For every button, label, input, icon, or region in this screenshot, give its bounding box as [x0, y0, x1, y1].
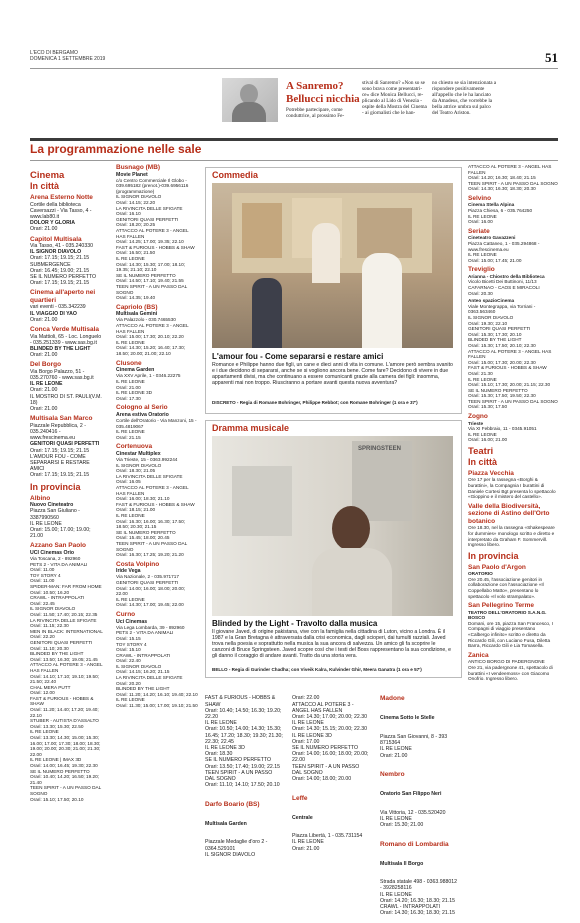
theatre-name: Valle della Biodiversità, sezione di Astino dell'Orto botanico [468, 502, 550, 525]
venue-name: Capitol Multisala [30, 235, 82, 243]
venue-name: Oratorio San Filippo Neri [380, 791, 442, 798]
poster-text: SPRINGSTEEN [358, 446, 402, 452]
venue-schedule: Vicolo Bicetti Dei Buttinoni, 11/13 CAFARNAO - CAOS E MIRACOLI Orari: 20.30 [468, 279, 540, 296]
venue-name: Cinema Sotto le Stelle [380, 715, 435, 722]
theatre-venue: TEATRO DELL'ORATORIO S.A.N.G. BOSCO [468, 609, 547, 621]
venue-name: Multisala Il Borgo [380, 860, 424, 867]
venue-schedule: Piazza San Giuliano - 3387990560 IL RE LEONE Orari: 15.00; 17.00; 19.00; 21.00 [30, 508, 91, 540]
review-genre: Dramma musicale [212, 423, 290, 433]
venue-schedule: IL MOSTRO DI ST. PAULI(V.M. 18) Orari: 21.00 [30, 393, 102, 413]
person-body-shape [312, 548, 392, 616]
venue-name: Iride Vega [116, 568, 141, 575]
box-shape [242, 203, 282, 258]
review-credits: BELLO - Regia di Gurinder Chadha; con Viveik Kalra, Kulvinder Ghir, Meera Ganatra (1 ora e 57') [212, 667, 422, 672]
venue-name: Anteo spazioCinema [468, 298, 515, 304]
teaser-headline [286, 80, 360, 106]
theatre-name: San Pellegrino Terme [468, 602, 534, 610]
teaser-col1: stival di Sanremo? «Non so se sono brava come presentatri-ce» dice Monica Bellucci, re-plicando al Lido di Venezia - ospite della Mostra del Cinema - ai giornalisti che le han- [362, 80, 427, 117]
venue-town: Azzano San Paolo [30, 542, 86, 550]
venue-schedule: Piazza Cattaneo, 1 - 035.294868 - www.frescinema.eu IL RE LEONE Orari: 15.00; 17.45; 21.00 [468, 240, 540, 263]
venue-schedule: Strada statale 498 - 0363.988012 - 3928258116 IL RE LEONE Orari: 14.20; 16.30; 18.30; 21.15 CRAWL - INTRAPPOLATI Orari: 14.30; 16.30; 18.30; 21.15 [380, 879, 458, 917]
venue-schedule: Piazza San Giovanni, 8 - 393 8715364 IL RE LEONE Orari: 21.00 [380, 733, 448, 759]
venue-name: Conca Verde Multisala [30, 326, 99, 334]
venue-name: Cinestar Multiplex [116, 450, 161, 457]
person-shape [252, 278, 282, 348]
page-number: 51 [545, 50, 558, 65]
theatre-name: Piazza Vecchia [468, 469, 514, 477]
heading-cinema: Cinema [30, 170, 65, 181]
venue-town: Romano di Lombardia [380, 840, 449, 848]
venue-town: Costa Volpino [116, 560, 160, 568]
column-listings-4 [292, 683, 370, 858]
film-title: IL RE LEONE [30, 381, 63, 388]
teaser-kicker: A Sanremo? [286, 80, 344, 92]
review-body: Il giovane Javed, di origine pakistana, vive con la famiglia nella cittadina di Luton, vicino a Londra. È il 1987 e la Gran Bretagna è attraversata dalla crisi economica, dagli scioperi, dai tumulti razziali. Javed trova nella poesia e soprattutto nella musica la sua ancora di salvezza. Un amico gli fa scoprire le canzoni di Bruce Springsteen. Javed scopre così che i testi del Boss rappresentano la sua condizione, e gli danno il coraggio di andare avanti. Tratto da una storia vera. [212, 629, 452, 660]
venue-town: Capriolo (BS) [116, 303, 158, 311]
venue-name: Movie Planet [116, 171, 148, 178]
venue-town: Cologno al Serio [116, 404, 168, 412]
heading-in-citta: In città [30, 181, 60, 191]
theatre-name: Zanica [468, 651, 489, 659]
showtimes: Orari: 17.15; 19.15; 21.15 [30, 447, 90, 454]
review-genre: Commedia [212, 170, 259, 180]
venue-name: Cinema Stella Alpina [468, 202, 515, 208]
theatre-text: Ore 18.30, nel la rassegna «Shakespeare for dummies» monologo scritto e diretto e interpretato da Graham F. Sommervill. Ingresso libero. [468, 525, 557, 548]
header-rule [30, 68, 558, 69]
person-head-shape [332, 506, 370, 551]
venue-name: Nuovo Cineteatro [30, 502, 74, 509]
theatre-text: Domani, ore 15, piazza San Francesco, I Compagni di viaggio presentano «Calbergo infinito» scritto e diretto da Riccardo Gili, con Luciano Fusa, Diletta Barra, Riccardo Gili e Lia Tomasella. [468, 620, 555, 649]
venue-name: Multisala Gemini [116, 311, 158, 318]
venue-address: Via Mattioli, 65 - Loc. Longuelo - 035.251339 - www.sas.bg.it [30, 333, 103, 346]
review-credits: DISCRETO - Regia di Romane Bohringer, Philippe Rebbot; con Romane Bohringer (1 ora e 37') [212, 400, 418, 405]
heading-teatri: Teatri [468, 445, 494, 457]
review-title: Blinded by the Light - Travolto dalla musica [212, 619, 378, 628]
heading-in-citta: In città [468, 456, 498, 467]
venue-schedule: Piazza Chiesa, 6 - 035.764250 IL RE LEONE Orari: 16.00 [468, 208, 533, 225]
venue-schedule: SUBMERGENCE Orari: 16.45; 19.00; 21.15 SE IL NUMERO PERFETTO Orari: 17.15; 19.15; 21.15 [30, 261, 97, 287]
venue-town: Zogno [468, 413, 488, 421]
film-title: BLINDED BY THE LIGHT [30, 345, 91, 352]
heading-in-provincia: In provincia [30, 481, 81, 492]
showtimes: Orari: 21.00 [30, 316, 58, 323]
column-listings-1 [30, 170, 104, 802]
venue-name: UCI Cinemas Orio [30, 549, 75, 556]
venue-town: Leffe [292, 794, 308, 802]
venue-town: Busnago (MB) [116, 164, 161, 171]
theatre-venue: ORATORIO [468, 571, 493, 577]
venue-address: Piazzale Repubblica, 2 - 035.240416 - www.frescinema.eu [30, 422, 88, 442]
teaser-title: Bellucci nicchia [286, 93, 360, 105]
venue-address: Via Tasso, 41 - 035.240330 [30, 243, 93, 250]
section-title: La programmazione nelle sale [30, 142, 202, 156]
venue-schedule: ATTACCO AL POTERE 3 - ANGEL HAS FALLEN Orari: 14.20; 16.30; 18.40; 21.15 TEEN SPIRIT - A UN PASSO DAL SOGNO Orari: 14.30; 16.30; 18.30; 20.30 [468, 164, 558, 192]
theatre-text: Ore 17 per la rassegna «Borghi & burattini», la Compagnia I burattini di Daniele Cortesi Bgt presenta lo spettacolo «Gioppino e il mistero del castello». [468, 477, 557, 500]
venue-schedule: Via Nazionale, 2 - 035.971717 GENITORI QUASI PERFETTI Orari: 14.00; 16.00; 18.00; 20.00; 22.00 IL RE LEONE Orari: 14.30; 17.00; 19.45; 22.00 [116, 574, 186, 608]
column-listings-2 [116, 164, 198, 709]
venue-name: Cinema Garden [116, 367, 155, 374]
section-rule [30, 160, 558, 161]
venue-name: Arianna - Chiostro della Biblioteca [468, 273, 545, 279]
venue-schedule: Viale Montegrappa, via Torriani - 0363.563460 IL SIGNOR DIAVOLO Orari: 19.30; 22.10 GENITORI QUASI PERFETTI Orari: 15.30; 17.30; 20.10 BLINDED BY THE LIGHT Orari: 15.30; 17.50; 20.10; 22.30 ATTACCO AL POTERE 3 - ANGEL HAS FALLEN Orari: 15.00; 17.30; 20.00; 22.30 FAST & FURIOUS - HOBBS & SHAW Orari: 21.30 IL RE LEONE Orari: 15.10; 17.30; 20.00; 21.15; 22.30 SE IL NUMERO PERFETTO Orari: 15.30; 17.50; 19.50; 22.30 TEEN SPIRIT - A UN PASSO DAL SOGNO Orari: 15.30; 17.50 [468, 303, 558, 410]
film-title: GENITORI QUASI PERFETTI [30, 441, 100, 448]
teaser-photo [222, 78, 278, 122]
masthead [30, 50, 105, 62]
venue-schedule: Via Trieste, 15 - 0363.992244 IL SIGNOR DIAVOLO Orari: 18.30; 21.05 LA RIVINCITA DELLE SFIGATE Orari: 16.05 ATTACCO AL POTERE 3 - ANGEL HAS FALLEN Orari: 16.00; 18.30; 21.10 FAST & FURIOUS - HOBBS & SHAW Orari: 18.15; 21.00 IL RE LEONE Orari: 16.30; 16.00; 16.30; 17.50; 18.50; 20.30; 21.15 SE IL NUMERO PERFETTO Orari: 15.45; 18.00; 20.45 TEEN SPIRIT - A UN PASSO DAL SOGNO Orari: 16.30; 17.25; 19.20; 21.20 [116, 457, 195, 558]
venue-name: Arena Esterno Notte [30, 194, 93, 201]
venue-list [30, 194, 104, 479]
venue-town: Nembro [380, 771, 405, 779]
column-listings-5 [380, 683, 458, 923]
venue-schedule: Cortile dell'Oratorio - Via Manzoni, 15 - 035.4819067 IL RE LEONE Orari: 21.15 [116, 418, 197, 440]
venue-name: Del Borgo [30, 361, 62, 369]
venue-schedule: FAST & FURIOUS - HOBBS & SHAW Orari: 10.40; 14.50; 16.30; 19.20; 22.20 IL RE LEONE Orari: 10.50; 14.00; 14.30; 15.30; 16.45; 17.20; 18.30; 19.30; 21.30; 22.30; 22.45 IL RE LEONE 3D Orari: 18.30 SE IL NUMERO PERFETTO Orari: 13.50; 17.40; 19.00; 22.15 TEEN SPIRIT - A UN PASSO DAL SOGNO Orari: 11.10; 14.10; 17.50; 20.10 [205, 695, 283, 789]
teaser-intro: Potrebbe partecipare, come conduttrice, al prossimo Fe- [286, 107, 345, 119]
venue-schedule: Orari: 22.00 ATTACCO AL POTERE 3 - ANGEL HAS FALLEN Orari: 14.30; 17.00; 20.00; 22.30 IL RE LEONE Orari: 14.30; 15.15; 20.00; 22.30 IL RE LEONE 3D Orari: 17.00 SE IL NUMERO PERFETTO Orari: 14.00; 16.00; 18.00; 20.00; 22.00 TEEN SPIRIT - A UN PASSO DAL SOGNO Orari: 14.00; 18.00; 20.00 [292, 695, 369, 783]
review-photo [212, 436, 453, 616]
review-photo [212, 183, 453, 348]
venue-name: Trieste [468, 420, 484, 426]
box-shape [357, 208, 412, 258]
shelf-shape [232, 466, 292, 536]
teaser-col2: no chiesto se sia intenzionata a rispondere positivamente all'appello che le ha lanciato da Amadeus, che vorrebbe la bella attrice umbra sul palco del Teatro Ariston. [432, 80, 497, 117]
venue-name: Arena estiva Oratorio [116, 411, 169, 418]
venue-name: Uci Cinemas [116, 618, 148, 625]
film-title: IL VIAGGIO DI YAO [30, 310, 77, 317]
venue-address: Via Borgo Palazzo, 51 - 035.270760 - www.sas.bg.it [30, 368, 94, 382]
venue-schedule: Via XXV Aprile, 1 - 0346.22275 IL RE LEONE Orari: 21.00 IL RE LEONE 3D Orari: 17.30 [116, 373, 181, 401]
section-bar [30, 138, 558, 141]
column-listings-right [468, 164, 558, 682]
venue-town: Seriate [468, 227, 490, 235]
venue-town: Treviglio [468, 266, 495, 274]
venue-town: Cortenuova [116, 443, 153, 451]
column-listings-3 [205, 683, 283, 864]
venue-schedule: Via Vittoria, 12 - 035.520420 IL RE LEONE Orari: 15.30; 21.00 [380, 809, 446, 829]
theatre-text: ANTICO BORGO DI PADERGNONE Ore 21, via padergnone 41, spettacolo di burattini «I vendeemoss» con Giacomo Onofrio. Ingresso libero. [468, 659, 553, 682]
showtimes: Orari: 21.00 [30, 226, 58, 233]
venue-name: Cineteatro Gavazzeni [468, 235, 516, 241]
venue-schedule: c/o Centro Commerciale Il Globo - 039.695182 (prenot.)-039.6956116 (programmazione) IL SIGNOR DIAVOLO Orari: 14.15; 22.20 LA RIVINCITA DELLE SFIGATE Orari: 16.10 GENITORI QUASI PERFETTI Orari: 18.20; 20.25 ATTACCO AL POTERE 3 - ANGEL HAS FALLEN Orari: 14.25; 17.00; 19.35; 22.10 FAST & FURIOUS - HOBBS & SHAW Orari: 16.50; 21.50 IL RE LEONE Orari: 14.30; 15.30; 17.00; 18.10; 19.35; 21.10; 22.10 SE IL NUMERO PERFETTO Orari: 14.50; 17.10; 19.40; 21.55 TEEN SPIRIT - A UN PASSO DAL SOGNO Orari: 14.35; 19.40 [116, 177, 195, 301]
venue-schedule: Via Palazzolo - 030.7465530 ATTACCO AL POTERE 3 - ANGEL HAS FALLEN Orari: 15.00; 17.30; 20.10; 22.20 IL RE LEONE Orari: 14.30; 15.20; 16.40; 17.30; 18.50; 20.00; 21.00; 22.10 [116, 317, 189, 357]
venue-address: vari eventi - 035.342239 [30, 304, 86, 311]
showtimes: Orari: 17.15; 19.15; 21.15 [30, 255, 90, 262]
paper-name: L'ECO DI BERGAMO [30, 50, 78, 56]
venue-schedule: L'AMOUR FOU - COME SEPARARSI E RESTARE AMICI Orari: 17.15; 19.15; 21.15 [30, 453, 90, 479]
venue-schedule: Piazzale Medaglie d'oro 2 - 0364.529101 IL SIGNOR DIAVOLO [205, 839, 268, 858]
theatre-name: San Paolo d'Argon [468, 563, 526, 571]
person-shape [312, 223, 340, 283]
theatre-text: Ore 20.45, l'associazione genitori in collaborazione con l'associazione «Il Coppellabo Matto», presentano lo spettacolo «Il volo strampalato». [468, 576, 545, 599]
review-body: Romance e Philippe hanno due figli, un cane e dieci anni di vita in comune. L'amore però sembra svanito e i due decidono di separarsi, anche se si vogliono ancora bene. Come fare? Decidono di vivere in due appartamenti divisi, ma che continuano a essere comunicanti grazie alla camera dei figli: insomma, apparenti mai non troppo. Riusciranno a portare avanti questa nuova avventura? [212, 362, 453, 387]
film-title: DOLOR Y GLORIA [30, 220, 76, 227]
venue-schedule: Via Toscana, 2 - 892960 PETS 2 - VITA DA ANIMALI Orari: 11.00 TOY STORY 4 Orari: 11.00 SPIDER-MAN: FAR FROM HOME Orari: 10.50; 16.20 CRAWL - INTRAPPOLATI Orari: 22.45 IL SIGNOR DIAVOLO Orari: 11.50; 17.40; 20.15; 22.35 LA RIVINCITA DELLE SFIGATE Orari: 11.15; 22.30 MEN IN BLACK: INTERNATIONAL Orari: 22.20 GENITORI QUASI PERFETTI Orari: 11.10; 20.30 BLINDED BY THE LIGHT Orari: 13.50; 16.30; 19.05; 21.45 ATTACCO AL POTERE 3 - ANGEL HAS FALLEN Orari: 14.10; 17.10; 19.10; 19.50; 21.50; 22.40 CHAL MERA PUTT Orari: 12.00 FAST & FURIOUS - HOBBS & SHAW Orari: 11.20; 14.40; 17.20; 19.40; 22.10 STUBER - AUTISTA D'ASSALTO Orari: 13.30; 15.30; 22.50 IL RE LEONE Orari: 13.30; 14.30; 15.00; 15.30; 16.00; 17.00; 17.30; 18.00; 18.30; 19.00; 20.00; 20.30; 21.00; 21.30; 22.00 IL RE LEONE | IMAX 3D Orari: 14.00; 16.45; 19.30; 22.30 SE IL NUMERO PERFETTO Orari: 10.40; 14.20; 16.50; 19.20; 21.40 TEEN SPIRIT - A UN PASSO DAL SOGNO Orari: 15.10; 17.50; 20.10 [30, 556, 103, 802]
venue-name: Multisala San Marco [30, 415, 93, 423]
heading-in-provincia: In provincia [468, 550, 519, 561]
venue-schedule: Via XI Febbraio, 11 - 0345.91051 IL RE LEONE Orari: 16.00; 21.00 [468, 426, 537, 443]
venue-town: Clusone [116, 359, 142, 367]
venue-schedule: Piazza Libertà, 1 - 035.731154 IL RE LEONE Orari: 21.00 [292, 833, 363, 852]
person-shape [362, 253, 402, 348]
venue-town: Darfo Boario (BS) [205, 800, 260, 808]
showtimes: Orari: 21.00 [30, 387, 58, 394]
venue-town: Selvino [468, 194, 492, 202]
film-title: IL SIGNOR DIAVOLO [30, 249, 82, 256]
issue-date: DOMENICA 1 SETTEMBRE 2019 [30, 56, 106, 62]
venue-town: Albino [30, 494, 51, 502]
showtimes: Orari: 21.00 [30, 352, 58, 359]
venue-schedule: Via Lega Lombarda, 39 - 892960 PETS 2 - VITA DA ANIMALI Orari: 15.15 TOY STORY 4 Orari: 15.10 CRAWL - INTRAPPOLATI Orari: 22.40 IL SIGNOR DIAVOLO Orari: 14.15; 16.20; 21.15 LA RIVINCITA DELLE SFIGATE Orari: 20.20 BLINDED BY THE LIGHT Orari: 11.20; 14.20; 16.10; 19.40; 22.10 IL RE LEONE Orari: 11.30; 15.00; 17.00; 19.10; 21.50 [116, 624, 198, 709]
venue-name: Multisala Garden [205, 820, 247, 827]
venue-name: Cinema all'aperto nei quartieri [30, 289, 96, 304]
venue-address: Cortile della biblioteca Caversazzi - Via Tasso, 4 - www.lab80.it [30, 201, 93, 220]
venue-town: Curno [116, 611, 136, 619]
venue-name: Centrale [292, 814, 313, 821]
review-title: L'amour fou - Come separarsi e restare amici [212, 352, 384, 361]
venue-town: Madone [380, 695, 405, 703]
